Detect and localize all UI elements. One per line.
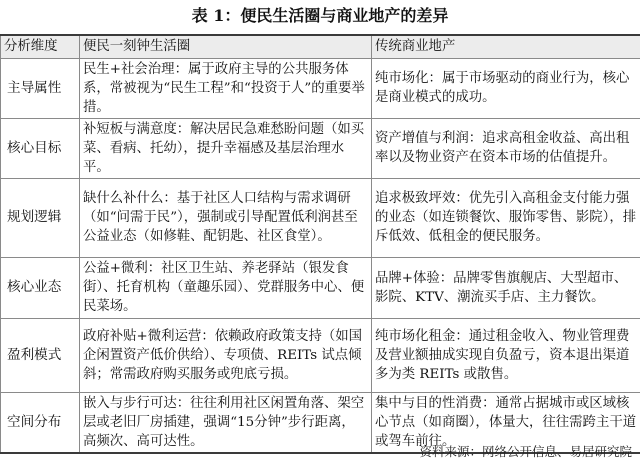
dimension-cell: 核心业态 [1, 257, 80, 318]
dimension-cell: 核心目标 [1, 118, 80, 178]
community-cell: 公益+微利：社区卫生站、养老驿站（银发食街）、托育机构（童趣乐园）、党群服务中心、便民菜场。 [80, 257, 372, 318]
table-header-row [1, 35, 640, 58]
comparison-table-container [0, 34, 640, 454]
community-cell: 民生+社会治理：属于政府主导的公共服务体系，常被视为“民生工程”和“投资于人”的重要举措。 [80, 58, 372, 118]
table-row [1, 257, 640, 318]
commercial-cell: 追求极致坪效：优先引入高租金支付能力强的业态（如连锁餐饮、服饰零售、影院），排斥低效、低租金的便民服务。 [372, 178, 640, 257]
community-cell: 嵌入与步行可达：往往利用社区闲置角落、架空层或老旧厂房插建，强调“15分钟”步行距离，高频次、高可达性。 [80, 392, 372, 453]
table-row [1, 178, 640, 257]
comparison-table [0, 34, 640, 454]
community-cell: 补短板与满意度：解决居民急难愁盼问题（如买菜、看病、托幼），提升幸福感及基层治理水平。 [80, 118, 372, 178]
source-note: 资料来源：网络公开信息、易居研究院 [419, 444, 632, 459]
header-community-life-circle: 便民一刻钟生活圈 [80, 35, 372, 58]
commercial-cell: 资产增值与利润：追求高租金收益、高出租率以及物业资产在资本市场的估值提升。 [372, 118, 640, 178]
commercial-cell: 品牌+体验：品牌零售旗舰店、大型超市、影院、KTV、潮流买手店、主力餐饮。 [372, 257, 640, 318]
community-cell: 政府补贴+微利运营：依赖政府政策支持（如国企闲置资产低价供给）、专项债、REITs 试点倾斜；常需政府购买服务或兜底亏损。 [80, 318, 372, 392]
commercial-cell: 纯市场化：属于市场驱动的商业行为，核心是商业模式的成功。 [372, 58, 640, 118]
commercial-cell: 集中与目的性消费：通常占据城市或区域核心节点（如商圈），体量大，往往需跨主干道或驾车前往。 [372, 392, 640, 453]
community-cell: 缺什么补什么：基于社区人口结构与需求调研（如“问需于民”），强制或引导配置低利润甚至公益业态（如修鞋、配钥匙、社区食堂）。 [80, 178, 372, 257]
table-row [1, 58, 640, 118]
header-traditional-commercial: 传统商业地产 [372, 35, 640, 58]
dimension-cell: 空间分布 [1, 392, 80, 453]
table-title: 表 1：便民生活圈与商业地产的差异 [191, 6, 449, 25]
dimension-cell: 规划逻辑 [1, 178, 80, 257]
dimension-cell: 主导属性 [1, 58, 80, 118]
table-row [1, 118, 640, 178]
dimension-cell: 盈利模式 [1, 318, 80, 392]
table-row [1, 318, 640, 392]
header-dimension: 分析维度 [1, 35, 80, 58]
commercial-cell: 纯市场化租金：通过租金收入、物业管理费及营业额抽成实现自负盈亏，资本退出渠道多为类 REITs 或散售。 [372, 318, 640, 392]
